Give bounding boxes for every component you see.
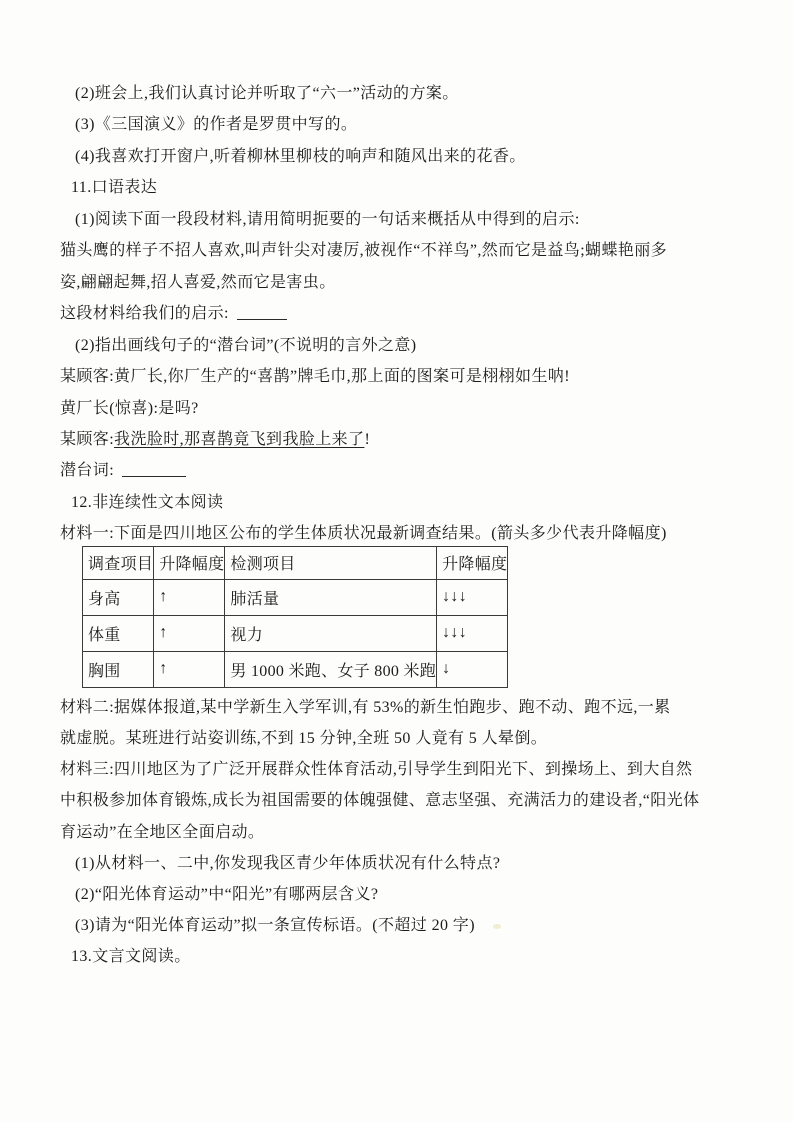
table-header-cell: 调查项目 — [83, 546, 154, 579]
text-segment: 13.文言文阅读。 — [71, 948, 191, 966]
answer-blank-underline — [122, 462, 186, 477]
text-segment: 黄厂长(惊喜):是吗? — [60, 399, 199, 417]
text-segment: 材料三:四川地区为了广泛开展群众性体育活动,引导学生到阳光下、到操场上、到大自然 — [60, 761, 693, 779]
answer-blank-underline — [237, 305, 287, 320]
text-segment: (2)指出画线句子的“潜台词”(不说明的言外之意) — [75, 336, 417, 354]
scan-smudge-artifact — [493, 924, 501, 929]
table-row — [83, 615, 508, 651]
text-segment: ! — [364, 430, 371, 448]
table-cell: 肺活量 — [225, 579, 437, 615]
table-header-cell: 升降幅度 — [437, 546, 508, 579]
doc-line — [60, 455, 743, 486]
table-cell: 体重 — [83, 615, 154, 651]
table-cell: 男 1000 米跑、女子 800 米跑 — [225, 651, 437, 687]
text-segment: (3)《三国演义》的作者是罗贯中写的。 — [75, 116, 358, 134]
table-header-row — [83, 546, 508, 579]
doc-line — [60, 879, 743, 910]
text-segment: 这段材料给我们的启示: — [60, 305, 229, 323]
text-segment: (2)“阳光体育运动”中“阳光”有哪两层含义? — [75, 886, 379, 904]
doc-line — [60, 267, 743, 298]
doc-line — [60, 754, 743, 785]
trend-arrow-cell: ↓ — [437, 651, 508, 687]
doc-line — [60, 518, 743, 549]
table-cell: 身高 — [83, 579, 154, 615]
table-row — [83, 579, 508, 615]
trend-arrow-cell: ↓↓↓ — [437, 615, 508, 651]
text-segment: 11.口语表达 — [71, 179, 158, 197]
text-segment: 12.非连续性文本阅读 — [71, 493, 224, 511]
text-segment: 材料一:下面是四川地区公布的学生体质状况最新调查结果。(箭头多少代表升降幅度) — [60, 525, 667, 543]
text-segment: (2)班会上,我们认真讨论并听取了“六一”活动的方案。 — [75, 85, 459, 102]
table-cell: 视力 — [225, 615, 437, 651]
doc-line — [60, 141, 743, 172]
doc-line — [60, 785, 743, 816]
trend-arrow-cell: ↓↓↓ — [437, 579, 508, 615]
doc-line — [60, 298, 743, 329]
doc-line — [60, 424, 743, 455]
doc-line — [60, 330, 743, 361]
trend-arrow-cell: ↑ — [154, 615, 225, 651]
doc-line — [60, 78, 743, 109]
text-segment: (1)从材料一、二中,你发现我区青少年体质状况有什么特点? — [75, 854, 501, 872]
text-segment: 姿,翩翩起舞,招人喜爱,然而它是害虫。 — [60, 273, 336, 291]
survey-table — [82, 546, 508, 688]
doc-line — [60, 172, 743, 203]
table-cell: 胸围 — [83, 651, 154, 687]
survey-table-body — [83, 546, 508, 687]
text-segment: 某顾客:黄厂长,你厂生产的“喜鹊”牌毛巾,那上面的图案可是栩栩如生呐! — [60, 368, 570, 386]
doc-line — [60, 817, 743, 848]
text-segment: 中积极参加体育锻炼,成长为祖国需要的体魄强健、意志坚强、充满活力的建设者,“阳光体 — [60, 792, 700, 810]
text-segment: 猫头鹰的样子不招人喜欢,叫声针尖对凄厉,被视作“不祥鸟”,然而它是益鸟;蝴蝶艳丽多 — [60, 242, 668, 260]
text-segment: (4)我喜欢打开窗户,听着柳林里柳枝的响声和随风出来的花香。 — [75, 147, 526, 165]
doc-line — [60, 723, 743, 754]
doc-line — [60, 848, 743, 879]
text-block-top — [60, 78, 743, 550]
doc-line — [60, 204, 743, 235]
trend-arrow-cell: ↑ — [154, 651, 225, 687]
doc-line — [60, 692, 743, 723]
trend-arrow-cell: ↑ — [154, 579, 225, 615]
table-header-cell: 升降幅度 — [154, 546, 225, 579]
table-header-cell: 检测项目 — [225, 546, 437, 579]
doc-line — [60, 910, 743, 941]
text-segment: 育运动”在全地区全面启动。 — [60, 823, 265, 841]
doc-line — [60, 393, 743, 424]
text-segment: (3)请为“阳光体育运动”拟一条宣传标语。(不超过 20 字) — [75, 917, 475, 935]
doc-line — [60, 487, 743, 518]
doc-line — [60, 109, 743, 140]
doc-line — [60, 941, 743, 972]
text-segment: 潜台词: — [60, 462, 115, 480]
text-segment: 某顾客: — [60, 430, 115, 448]
text-segment: 材料二:据媒体报道,某中学新生入学军训,有 53%的新生怕跑步、跑不动、跑不远,一累 — [60, 698, 671, 716]
doc-line — [60, 361, 743, 392]
table-row — [83, 651, 508, 687]
underlined-sentence: 我洗脸时,那喜鹊竟飞到我脸上来了 — [114, 430, 365, 448]
text-segment: (1)阅读下面一段段材料,请用简明扼要的一句话来概括从中得到的启示: — [75, 210, 580, 228]
text-block-bottom — [60, 692, 743, 973]
text-segment: 就虚脱。某班进行站姿训练,不到 15 分钟,全班 50 人竟有 5 人晕倒。 — [60, 730, 548, 747]
doc-line — [60, 235, 743, 266]
